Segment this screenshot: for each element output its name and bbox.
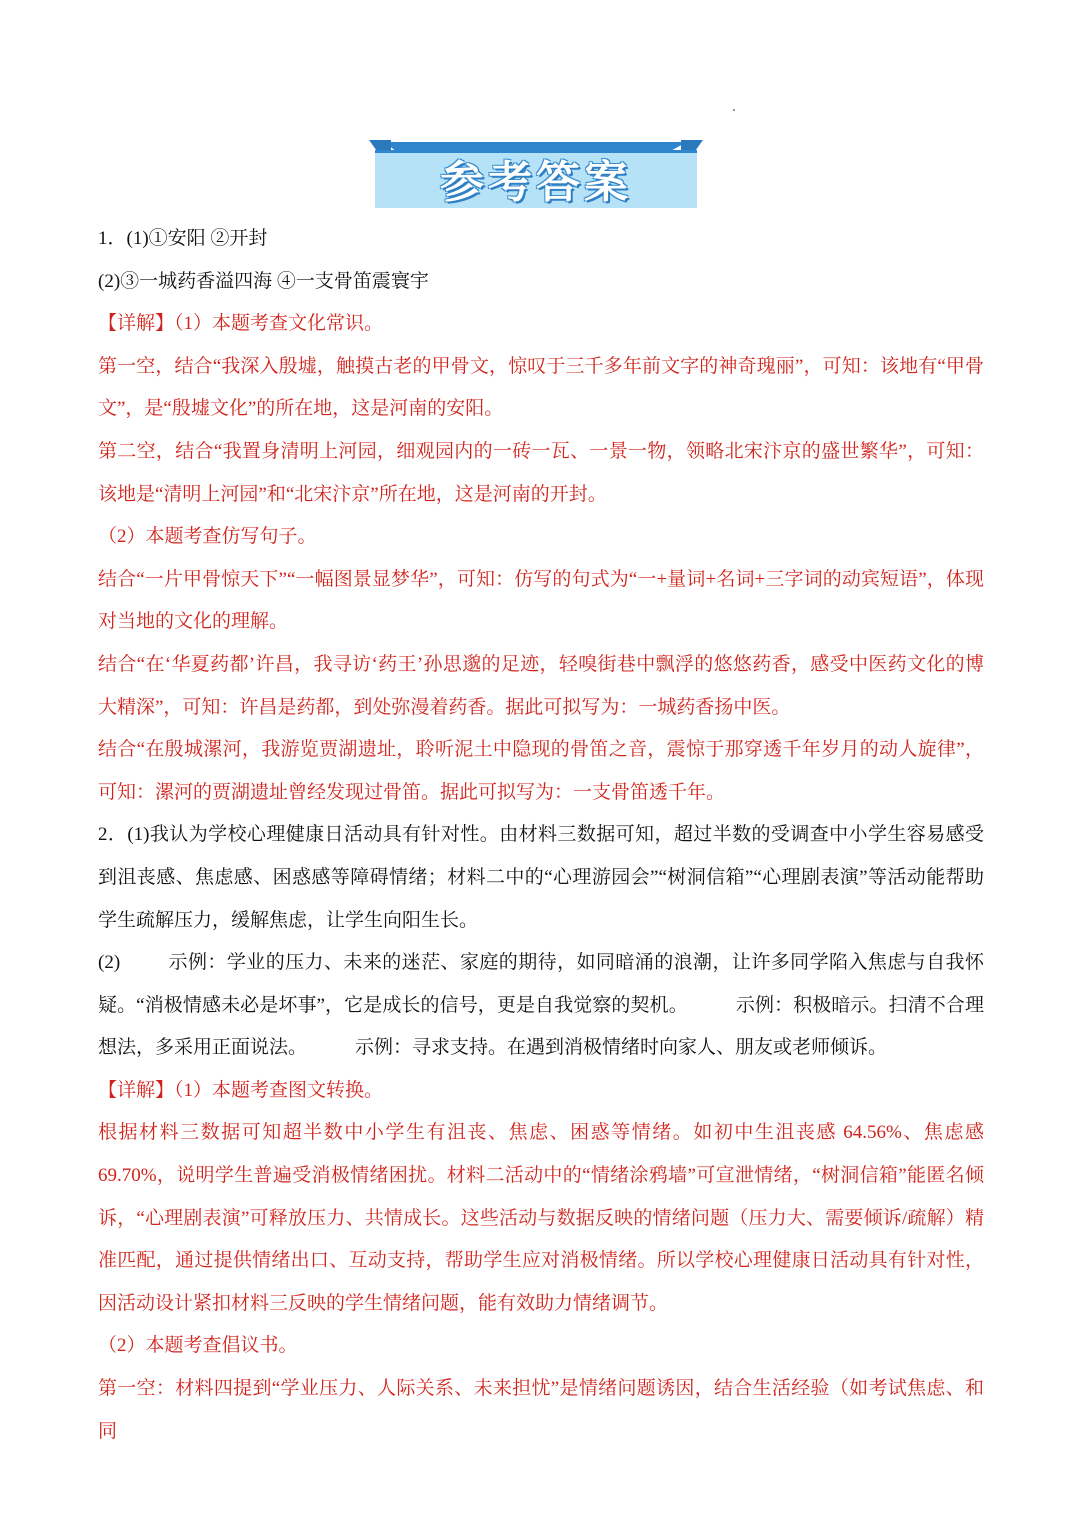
- q2-answer2: [98, 942, 984, 1070]
- speck: [733, 109, 735, 111]
- q2-answer2-label: (2): [98, 952, 121, 974]
- q1-blank1-explanation: 第一空，结合“我深入殷墟，触摸古老的甲骨文，惊叹于三千多年前文字的神奇瑰丽”，可知：该地有“甲骨文”，是“殷墟文化”的所在地，这是河南的安阳。: [98, 355, 984, 420]
- answer-content: [98, 218, 984, 1453]
- q1-answer-line2: (2)③一城药香溢四海 ④一支骨笛震寰宇: [98, 270, 429, 292]
- q2-answer2-example2: 示例：积极暗示。扫清不合理想法，多采用正面说法。: [98, 994, 984, 1059]
- q1-part2-heading: （2）本题考查仿写句子。: [98, 526, 317, 548]
- q2-answer1: 2．(1)我认为学校心理健康日活动具有针对性。由材料三数据可知，超过半数的受调查中小学生容易感受到沮丧感、焦虑感、困惑感等障碍情绪；材料二中的“心理游园会”“树洞信箱”“心理剧表演”等活动能帮助学生疏解压力，缓解焦虑，让学生向阳生长。: [98, 824, 984, 931]
- q2-detail-heading: 【详解】（1）本题考查图文转换。: [98, 1079, 384, 1101]
- q1-part2-paragraph1: 结合“一片甲骨惊天下”“一幅图景显梦华”，可知：仿写的句式为“一+量词+名词+三字词的动宾短语”，体现对当地的文化的理解。: [98, 568, 984, 633]
- page-title: 参考答案: [440, 157, 632, 208]
- q2-part2-paragraph1: 第一空：材料四提到“学业压力、人际关系、未来担忧”是情绪问题诱因，结合生活经验（如考试焦虑、和同: [98, 1378, 984, 1442]
- q1-part2-paragraph2: 结合“在‘华夏药都’许昌，我寻访‘药王’孙思邈的足迹，轻嗅街巷中飘浮的悠悠药香，感受中医药文化的博大精深”，可知：许昌是药都，到处弥漫着药香。据此可拟写为：一城药香扬中医。: [98, 653, 984, 718]
- q2-answer2-example3: 示例：寻求支持。在遇到消极情绪时向家人、朋友或老师倾诉。: [355, 1037, 888, 1059]
- q2-answer2-example1: 示例：学业的压力、未来的迷茫、家庭的期待，如同暗涌的浪潮，让许多同学陷入焦虑与自我怀疑。“消极情感未必是坏事”，它是成长的信号，更是自我觉察的契机。: [98, 952, 984, 1016]
- q1-blank2-explanation: 第二空，结合“我置身清明上河园，细观园内的一砖一瓦、一景一物，领略北宋汴京的盛世繁华”，可知：该地是“清明上河园”和“北宋汴京”所在地，这是河南的开封。: [98, 440, 984, 505]
- answer-banner: [365, 140, 707, 210]
- q1-answer-line1: 1．(1)①安阳 ②开封: [98, 228, 268, 249]
- q2-detail-paragraph1: 根据材料三数据可知超半数中小学生有沮丧、焦虑、困惑等情绪。如初中生沮丧感 64.56%、焦虑感 69.70%，说明学生普遍受消极情绪困扰。材料二活动中的“情绪涂鸦墙”可宣泄情绪，“树洞信箱”能匿名倾诉，“心理剧表演”可释放压力、共情成长。这些活动与数据反映的情绪问题（压力大、需要倾诉/疏解）精准匹配，通过提供情绪出口、互动支持，帮助学生应对消极情绪。所以学校心理健康日活动具有针对性，因活动设计紧扣材料三反映的学生情绪问题，能有效助力情绪调节。: [98, 1122, 984, 1314]
- q2-part2-heading: （2）本题考查倡议书。: [98, 1335, 298, 1357]
- q1-detail-heading: 【详解】（1）本题考查文化常识。: [98, 313, 384, 335]
- q1-part2-paragraph3: 结合“在殷城漯河，我游览贾湖遗址，聆听泥土中隐现的骨笛之音，震惊于那穿透千年岁月的动人旋律”，可知：漯河的贾湖遗址曾经发现过骨笛。据此可拟写为：一支骨笛透千年。: [98, 739, 984, 803]
